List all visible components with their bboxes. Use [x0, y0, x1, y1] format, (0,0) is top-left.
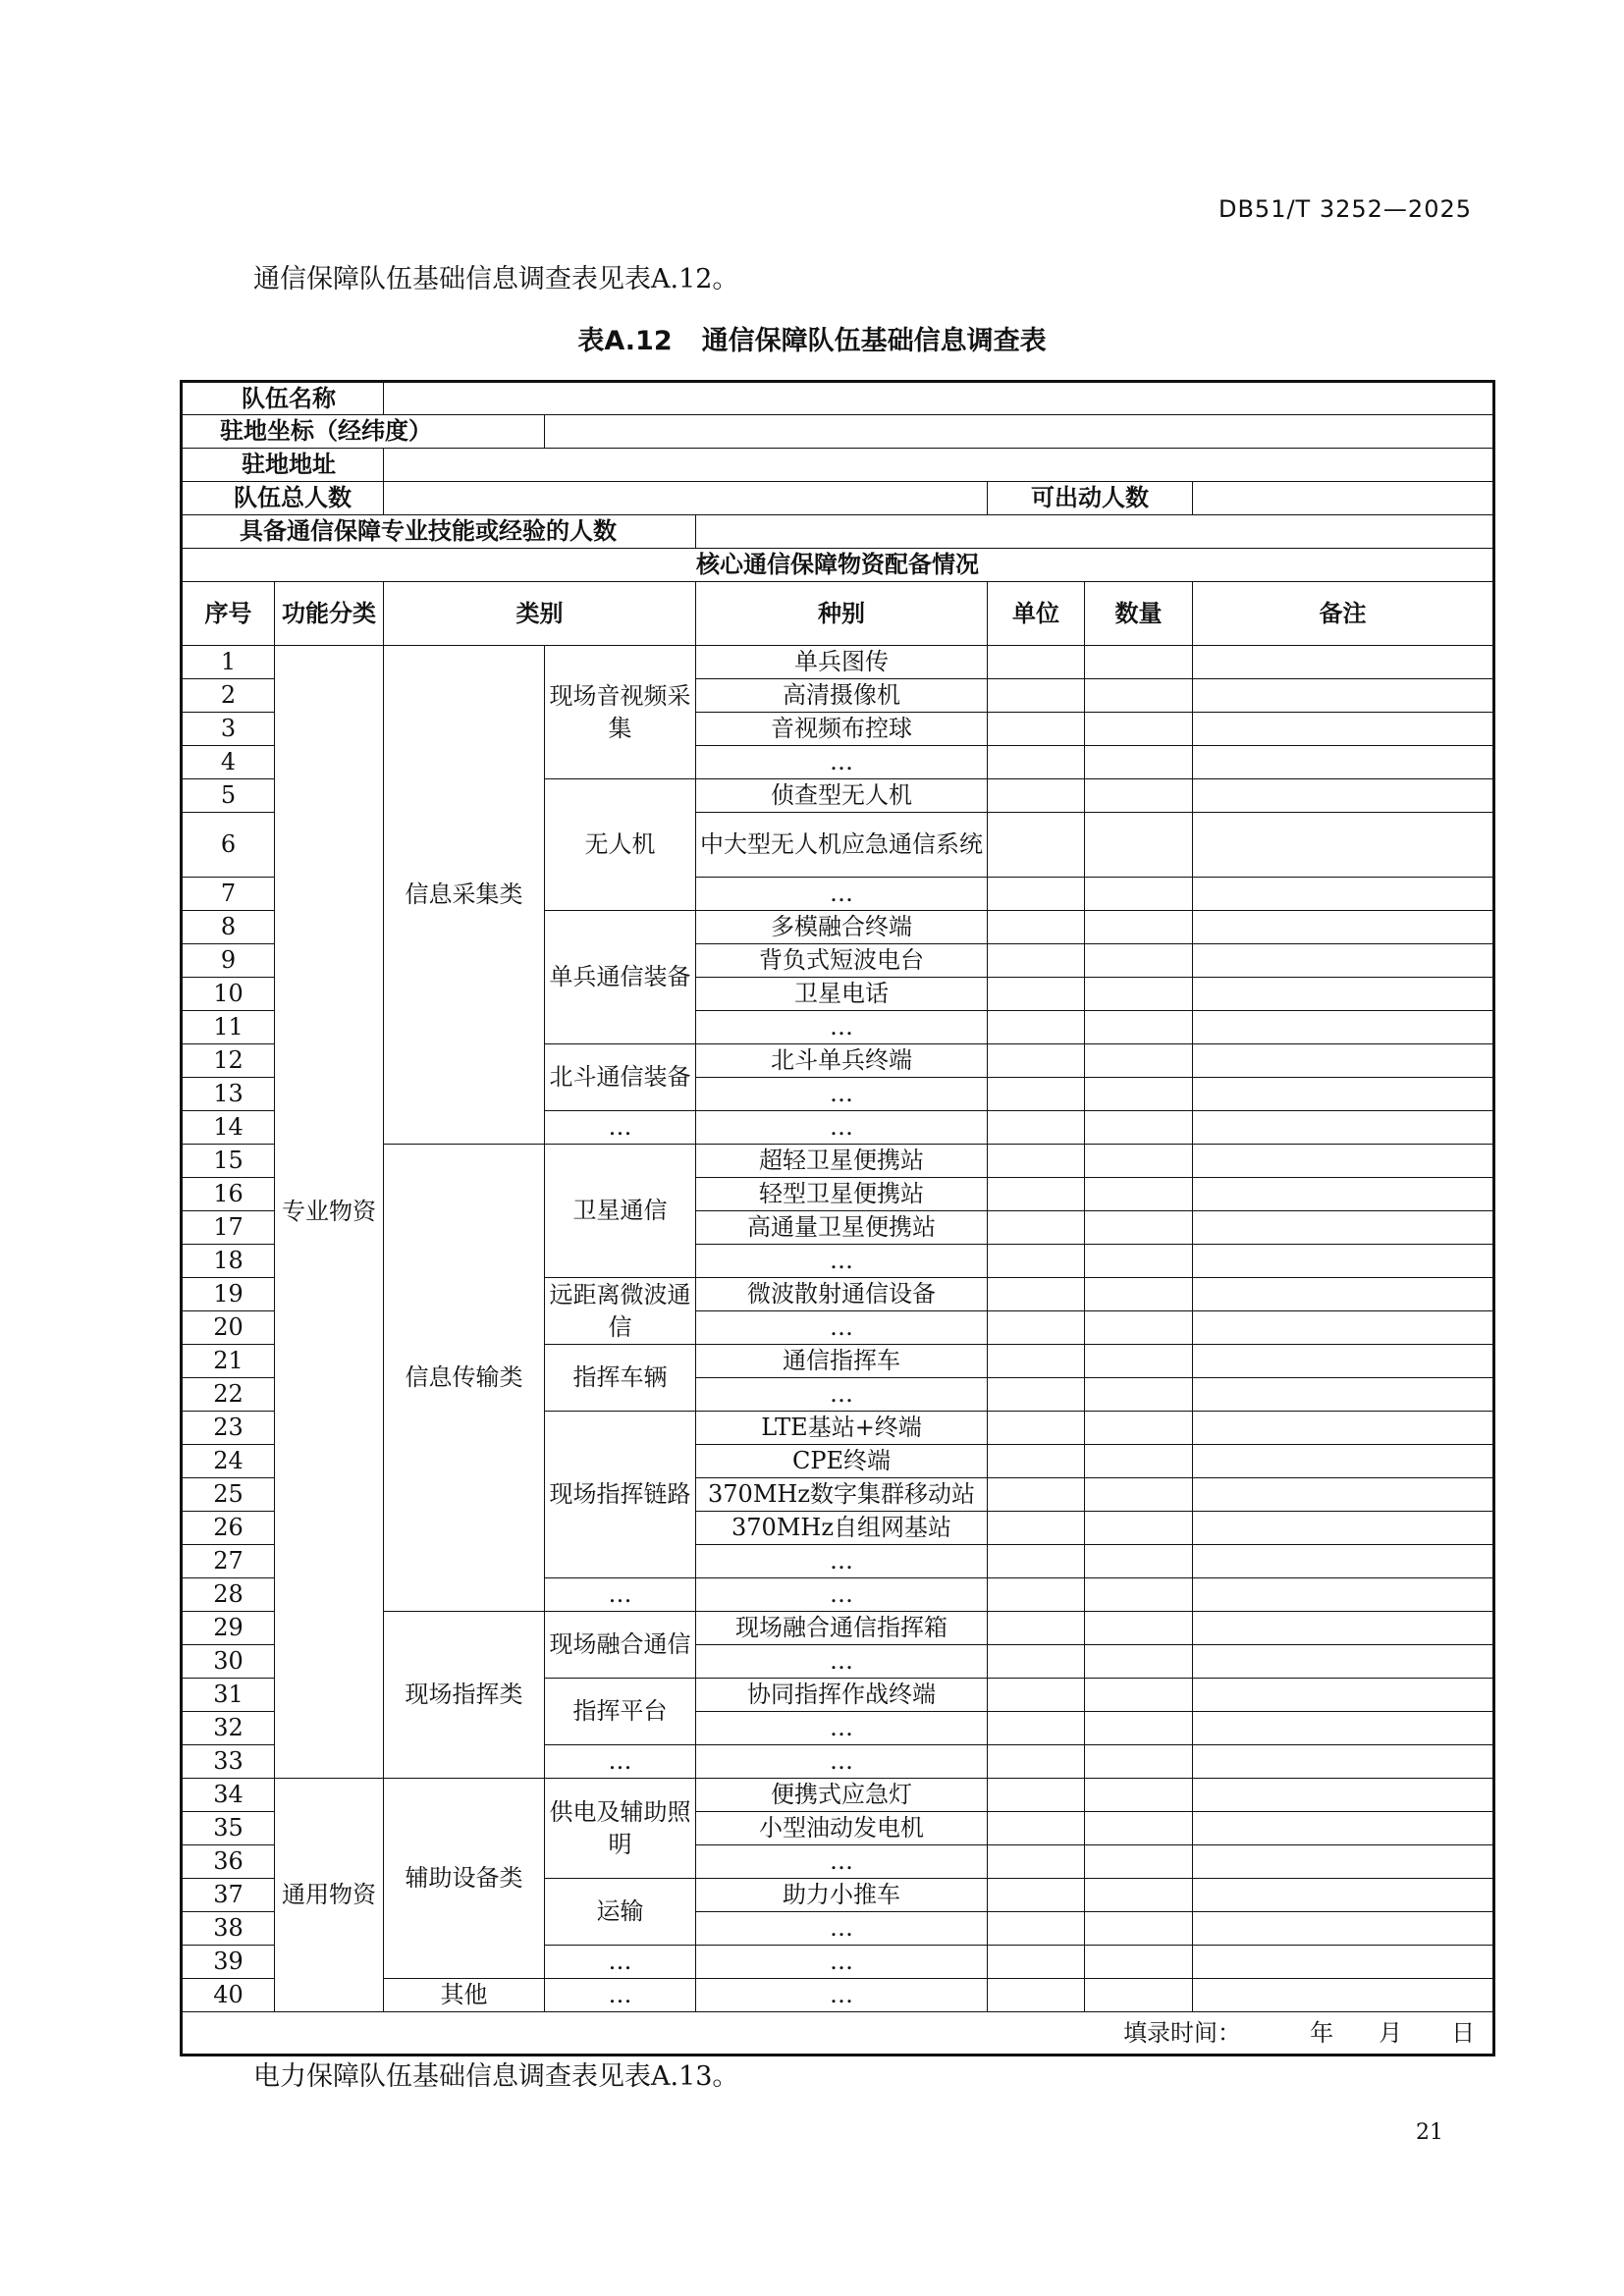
qty-field[interactable]: [1085, 1845, 1193, 1879]
row-seq: 34: [182, 1779, 275, 1812]
kind-cell: …: [696, 1645, 988, 1679]
remark-field[interactable]: [1193, 1412, 1494, 1445]
qty-field[interactable]: [1085, 1311, 1193, 1345]
kind-cell: 370MHz数字集群移动站: [696, 1478, 988, 1512]
qty-field[interactable]: [1085, 1879, 1193, 1912]
unit-field[interactable]: [988, 1011, 1085, 1044]
qty-field[interactable]: [1085, 679, 1193, 713]
remark-field[interactable]: [1193, 1879, 1494, 1912]
qty-field[interactable]: [1085, 1779, 1193, 1812]
subcategory-cell: 指挥平台: [545, 1679, 696, 1745]
qty-field[interactable]: [1085, 1378, 1193, 1412]
category-cell: 现场指挥类: [384, 1612, 545, 1779]
kind-cell: 协同指挥作战终端: [696, 1679, 988, 1712]
team-name-field[interactable]: [384, 382, 1494, 415]
unit-field[interactable]: [988, 1712, 1085, 1745]
category-cell: 其他: [384, 1979, 545, 2012]
qty-field[interactable]: [1085, 779, 1193, 813]
col-seq: 序号: [182, 582, 275, 646]
kind-cell: 卫星电话: [696, 978, 988, 1011]
coords-label: 驻地坐标（经纬度）: [182, 415, 545, 449]
row-seq: 37: [182, 1879, 275, 1912]
remark-field[interactable]: [1193, 1545, 1494, 1578]
qty-field[interactable]: [1085, 1912, 1193, 1946]
year-label: 年: [1310, 2018, 1334, 2047]
remark-field[interactable]: [1193, 1578, 1494, 1612]
table-row: [182, 1779, 1494, 1812]
remark-field[interactable]: [1193, 1345, 1494, 1378]
row-seq: 39: [182, 1946, 275, 1979]
team-name-label: 队伍名称: [182, 382, 384, 415]
unit-field[interactable]: [988, 1378, 1085, 1412]
kind-cell: 现场融合通信指挥箱: [696, 1612, 988, 1645]
subcategory-cell: 卫星通信: [545, 1145, 696, 1278]
subcategory-cell: 现场指挥链路: [545, 1412, 696, 1578]
unit-field[interactable]: [988, 1745, 1085, 1779]
remark-field[interactable]: [1193, 1378, 1494, 1412]
remark-field[interactable]: [1193, 646, 1494, 679]
unit-field[interactable]: [988, 911, 1085, 944]
qty-field[interactable]: [1085, 1745, 1193, 1779]
remark-field[interactable]: [1193, 746, 1494, 779]
subcategory-cell: 无人机: [545, 779, 696, 911]
total-label: 队伍总人数: [182, 482, 384, 515]
qty-field[interactable]: [1085, 911, 1193, 944]
unit-field[interactable]: [988, 1912, 1085, 1946]
section-title: 核心通信保障物资配备情况: [182, 549, 1494, 582]
unit-field[interactable]: [988, 1412, 1085, 1445]
kind-cell: 多模融合终端: [696, 911, 988, 944]
remark-field[interactable]: [1193, 1445, 1494, 1478]
coords-row: [182, 415, 1494, 449]
unit-field[interactable]: [988, 1145, 1085, 1178]
kind-cell: CPE终端: [696, 1445, 988, 1478]
remark-field[interactable]: [1193, 1178, 1494, 1211]
row-seq: 23: [182, 1412, 275, 1445]
row-seq: 24: [182, 1445, 275, 1478]
remark-field[interactable]: [1193, 1311, 1494, 1345]
kind-cell: 轻型卫星便携站: [696, 1178, 988, 1211]
remark-field[interactable]: [1193, 978, 1494, 1011]
unit-field[interactable]: [988, 746, 1085, 779]
row-seq: 3: [182, 713, 275, 746]
unit-field[interactable]: [988, 1512, 1085, 1545]
team-name-row: [182, 382, 1494, 415]
month-label: 月: [1379, 2018, 1403, 2047]
row-seq: 20: [182, 1311, 275, 1345]
kind-cell: 微波散射通信设备: [696, 1278, 988, 1311]
unit-field[interactable]: [988, 1211, 1085, 1245]
func-class-cell: 专业物资: [275, 646, 384, 1779]
total-field[interactable]: [384, 482, 988, 515]
address-label: 驻地地址: [182, 449, 384, 482]
kind-cell: LTE基站+终端: [696, 1412, 988, 1445]
kind-cell: …: [696, 878, 988, 911]
remark-field[interactable]: [1193, 878, 1494, 911]
kind-cell: 单兵图传: [696, 646, 988, 679]
row-seq: 35: [182, 1812, 275, 1845]
qty-field[interactable]: [1085, 1812, 1193, 1845]
fill-time-cell[interactable]: [182, 2012, 1494, 2056]
qty-field[interactable]: [1085, 1345, 1193, 1378]
column-header-row: [182, 582, 1494, 646]
subcategory-cell: 远距离微波通信: [545, 1278, 696, 1345]
unit-field[interactable]: [988, 1445, 1085, 1478]
subcategory-cell: 指挥车辆: [545, 1345, 696, 1412]
remark-field[interactable]: [1193, 779, 1494, 813]
kind-cell: …: [696, 1745, 988, 1779]
kind-cell: 北斗单兵终端: [696, 1044, 988, 1078]
row-seq: 22: [182, 1378, 275, 1412]
qty-field[interactable]: [1085, 1645, 1193, 1679]
kind-cell: …: [696, 1111, 988, 1145]
remark-field[interactable]: [1193, 1278, 1494, 1311]
kind-cell: …: [696, 1578, 988, 1612]
remark-field[interactable]: [1193, 1812, 1494, 1845]
remark-field[interactable]: [1193, 813, 1494, 878]
remark-field[interactable]: [1193, 1078, 1494, 1111]
kind-cell: 通信指挥车: [696, 1345, 988, 1378]
qty-field[interactable]: [1085, 1578, 1193, 1612]
subcategory-cell: …: [545, 1946, 696, 1979]
kind-cell: …: [696, 1378, 988, 1412]
subcategory-cell: …: [545, 1578, 696, 1612]
remark-field[interactable]: [1193, 1679, 1494, 1712]
skilled-field[interactable]: [696, 515, 1494, 549]
fill-time-row: [182, 2012, 1494, 2056]
unit-field[interactable]: [988, 1178, 1085, 1211]
intro-text: 通信保障队伍基础信息调查表见表A.12。: [253, 264, 739, 294]
row-seq: 4: [182, 746, 275, 779]
unit-field[interactable]: [988, 1044, 1085, 1078]
qty-field[interactable]: [1085, 1111, 1193, 1145]
caption-title: 通信保障队伍基础信息调查表: [701, 326, 1047, 356]
row-seq: 40: [182, 1979, 275, 2012]
unit-field[interactable]: [988, 646, 1085, 679]
unit-field[interactable]: [988, 1645, 1085, 1679]
table-caption: [0, 319, 1624, 357]
unit-field[interactable]: [988, 1779, 1085, 1812]
row-seq: 2: [182, 679, 275, 713]
unit-field[interactable]: [988, 978, 1085, 1011]
row-seq: 33: [182, 1745, 275, 1779]
unit-field[interactable]: [988, 779, 1085, 813]
qty-field[interactable]: [1085, 1512, 1193, 1545]
subcategory-cell: 供电及辅助照明: [545, 1779, 696, 1879]
row-seq: 26: [182, 1512, 275, 1545]
qty-field[interactable]: [1085, 813, 1193, 878]
remark-field[interactable]: [1193, 1612, 1494, 1645]
row-seq: 7: [182, 878, 275, 911]
headcount-row: [182, 482, 1494, 515]
unit-field[interactable]: [988, 1879, 1085, 1912]
unit-field[interactable]: [988, 878, 1085, 911]
qty-field[interactable]: [1085, 1211, 1193, 1245]
kind-cell: 便携式应急灯: [696, 1779, 988, 1812]
section-row: [182, 549, 1494, 582]
remark-field[interactable]: [1193, 1211, 1494, 1245]
remark-field[interactable]: [1193, 679, 1494, 713]
qty-field[interactable]: [1085, 1712, 1193, 1745]
row-seq: 13: [182, 1078, 275, 1111]
remark-field[interactable]: [1193, 1912, 1494, 1946]
kind-cell: 超轻卫星便携站: [696, 1145, 988, 1178]
unit-field[interactable]: [988, 713, 1085, 746]
qty-field[interactable]: [1085, 878, 1193, 911]
unit-field[interactable]: [988, 1578, 1085, 1612]
kind-cell: 370MHz自组网基站: [696, 1512, 988, 1545]
unit-field[interactable]: [988, 1979, 1085, 2012]
remark-field[interactable]: [1193, 1145, 1494, 1178]
row-seq: 17: [182, 1211, 275, 1245]
kind-cell: …: [696, 1078, 988, 1111]
col-func: 功能分类: [275, 582, 384, 646]
qty-field[interactable]: [1085, 944, 1193, 978]
skilled-label: 具备通信保障专业技能或经验的人数: [182, 515, 696, 549]
category-cell: 辅助设备类: [384, 1779, 545, 1979]
unit-field[interactable]: [988, 1612, 1085, 1645]
col-category: 类别: [384, 582, 696, 646]
kind-cell: 高清摄像机: [696, 679, 988, 713]
kind-cell: …: [696, 1946, 988, 1979]
remark-field[interactable]: [1193, 1512, 1494, 1545]
row-seq: 16: [182, 1178, 275, 1211]
subcategory-cell: 现场音视频采集: [545, 646, 696, 779]
qty-field[interactable]: [1085, 713, 1193, 746]
caption-number: 表A.12: [577, 326, 673, 356]
remark-field[interactable]: [1193, 1779, 1494, 1812]
unit-field[interactable]: [988, 1311, 1085, 1345]
survey-table: [180, 380, 1495, 2056]
remark-field[interactable]: [1193, 1645, 1494, 1679]
kind-cell: 中大型无人机应急通信系统: [696, 813, 988, 878]
unit-field[interactable]: [988, 1345, 1085, 1378]
row-seq: 5: [182, 779, 275, 813]
remark-field[interactable]: [1193, 713, 1494, 746]
category-cell: 信息传输类: [384, 1145, 545, 1612]
unit-field[interactable]: [988, 1245, 1085, 1278]
row-seq: 36: [182, 1845, 275, 1879]
outro-text: 电力保障队伍基础信息调查表见表A.13。: [253, 2061, 739, 2092]
kind-cell: …: [696, 1311, 988, 1345]
qty-field[interactable]: [1085, 1979, 1193, 2012]
fill-time-label: 填录时间：: [1123, 2018, 1242, 2047]
kind-cell: …: [696, 1979, 988, 2012]
kind-cell: 高通量卫星便携站: [696, 1211, 988, 1245]
qty-field[interactable]: [1085, 1545, 1193, 1578]
subcategory-cell: 北斗通信装备: [545, 1044, 696, 1111]
kind-cell: 背负式短波电台: [696, 944, 988, 978]
row-seq: 15: [182, 1145, 275, 1178]
kind-cell: 音视频布控球: [696, 713, 988, 746]
kind-cell: …: [696, 1545, 988, 1578]
unit-field[interactable]: [988, 1946, 1085, 1979]
qty-field[interactable]: [1085, 646, 1193, 679]
qty-field[interactable]: [1085, 1679, 1193, 1712]
unit-field[interactable]: [988, 813, 1085, 878]
unit-field[interactable]: [988, 1478, 1085, 1512]
col-remark: 备注: [1193, 582, 1494, 646]
subcategory-cell: 现场融合通信: [545, 1612, 696, 1679]
subcategory-cell: …: [545, 1979, 696, 2012]
qty-field[interactable]: [1085, 1412, 1193, 1445]
unit-field[interactable]: [988, 1111, 1085, 1145]
row-seq: 27: [182, 1545, 275, 1578]
page-number: 21: [1416, 2120, 1443, 2145]
qty-field[interactable]: [1085, 1612, 1193, 1645]
row-seq: 21: [182, 1345, 275, 1378]
day-label: 日: [1451, 2018, 1476, 2047]
subcategory-cell: 单兵通信装备: [545, 911, 696, 1044]
remark-field[interactable]: [1193, 1712, 1494, 1745]
qty-field[interactable]: [1085, 1178, 1193, 1211]
col-kind: 种别: [696, 582, 988, 646]
row-seq: 29: [182, 1612, 275, 1645]
unit-field[interactable]: [988, 1812, 1085, 1845]
remark-field[interactable]: [1193, 1111, 1494, 1145]
address-field[interactable]: [384, 449, 1494, 482]
func-class-cell: 通用物资: [275, 1779, 384, 2012]
standard-code: DB51/T 3252—2025: [1218, 195, 1472, 223]
row-seq: 19: [182, 1278, 275, 1311]
row-seq: 31: [182, 1679, 275, 1712]
kind-cell: …: [696, 1712, 988, 1745]
row-seq: 14: [182, 1111, 275, 1145]
unit-field[interactable]: [988, 1078, 1085, 1111]
qty-field[interactable]: [1085, 1145, 1193, 1178]
unit-field[interactable]: [988, 679, 1085, 713]
row-seq: 28: [182, 1578, 275, 1612]
row-seq: 32: [182, 1712, 275, 1745]
row-seq: 9: [182, 944, 275, 978]
kind-cell: 侦查型无人机: [696, 779, 988, 813]
remark-field[interactable]: [1193, 1979, 1494, 2012]
subcategory-cell: …: [545, 1111, 696, 1145]
kind-cell: …: [696, 746, 988, 779]
category-cell: 信息采集类: [384, 646, 545, 1145]
row-seq: 25: [182, 1478, 275, 1512]
qty-field[interactable]: [1085, 1278, 1193, 1311]
qty-field[interactable]: [1085, 1946, 1193, 1979]
row-seq: 10: [182, 978, 275, 1011]
qty-field[interactable]: [1085, 1011, 1193, 1044]
remark-field[interactable]: [1193, 1478, 1494, 1512]
remark-field[interactable]: [1193, 1845, 1494, 1879]
remark-field[interactable]: [1193, 1044, 1494, 1078]
subcategory-cell: 运输: [545, 1879, 696, 1946]
unit-field[interactable]: [988, 944, 1085, 978]
qty-field[interactable]: [1085, 1245, 1193, 1278]
remark-field[interactable]: [1193, 944, 1494, 978]
kind-cell: …: [696, 1845, 988, 1879]
remark-field[interactable]: [1193, 1011, 1494, 1044]
table-row: [182, 646, 1494, 679]
remark-field[interactable]: [1193, 1745, 1494, 1779]
kind-cell: …: [696, 1011, 988, 1044]
skilled-row: [182, 515, 1494, 549]
row-seq: 6: [182, 813, 275, 878]
remark-field[interactable]: [1193, 1946, 1494, 1979]
survey-table-wrap: [180, 380, 1492, 2056]
qty-field[interactable]: [1085, 978, 1193, 1011]
remark-field[interactable]: [1193, 1245, 1494, 1278]
kind-cell: 小型油动发电机: [696, 1812, 988, 1845]
qty-field[interactable]: [1085, 1445, 1193, 1478]
qty-field[interactable]: [1085, 1044, 1193, 1078]
row-seq: 8: [182, 911, 275, 944]
unit-field[interactable]: [988, 1545, 1085, 1578]
row-seq: 30: [182, 1645, 275, 1679]
row-seq: 1: [182, 646, 275, 679]
qty-field[interactable]: [1085, 746, 1193, 779]
col-qty: 数量: [1085, 582, 1193, 646]
col-unit: 单位: [988, 582, 1085, 646]
unit-field[interactable]: [988, 1679, 1085, 1712]
row-seq: 18: [182, 1245, 275, 1278]
row-seq: 12: [182, 1044, 275, 1078]
deployable-field[interactable]: [1193, 482, 1494, 515]
deployable-label: 可出动人数: [988, 482, 1193, 515]
kind-cell: …: [696, 1245, 988, 1278]
unit-field[interactable]: [988, 1278, 1085, 1311]
subcategory-cell: …: [545, 1745, 696, 1779]
qty-field[interactable]: [1085, 1478, 1193, 1512]
unit-field[interactable]: [988, 1845, 1085, 1879]
kind-cell: 助力小推车: [696, 1879, 988, 1912]
row-seq: 38: [182, 1912, 275, 1946]
qty-field[interactable]: [1085, 1078, 1193, 1111]
row-seq: 11: [182, 1011, 275, 1044]
kind-cell: …: [696, 1912, 988, 1946]
coords-field[interactable]: [545, 415, 1494, 449]
address-row: [182, 449, 1494, 482]
remark-field[interactable]: [1193, 911, 1494, 944]
